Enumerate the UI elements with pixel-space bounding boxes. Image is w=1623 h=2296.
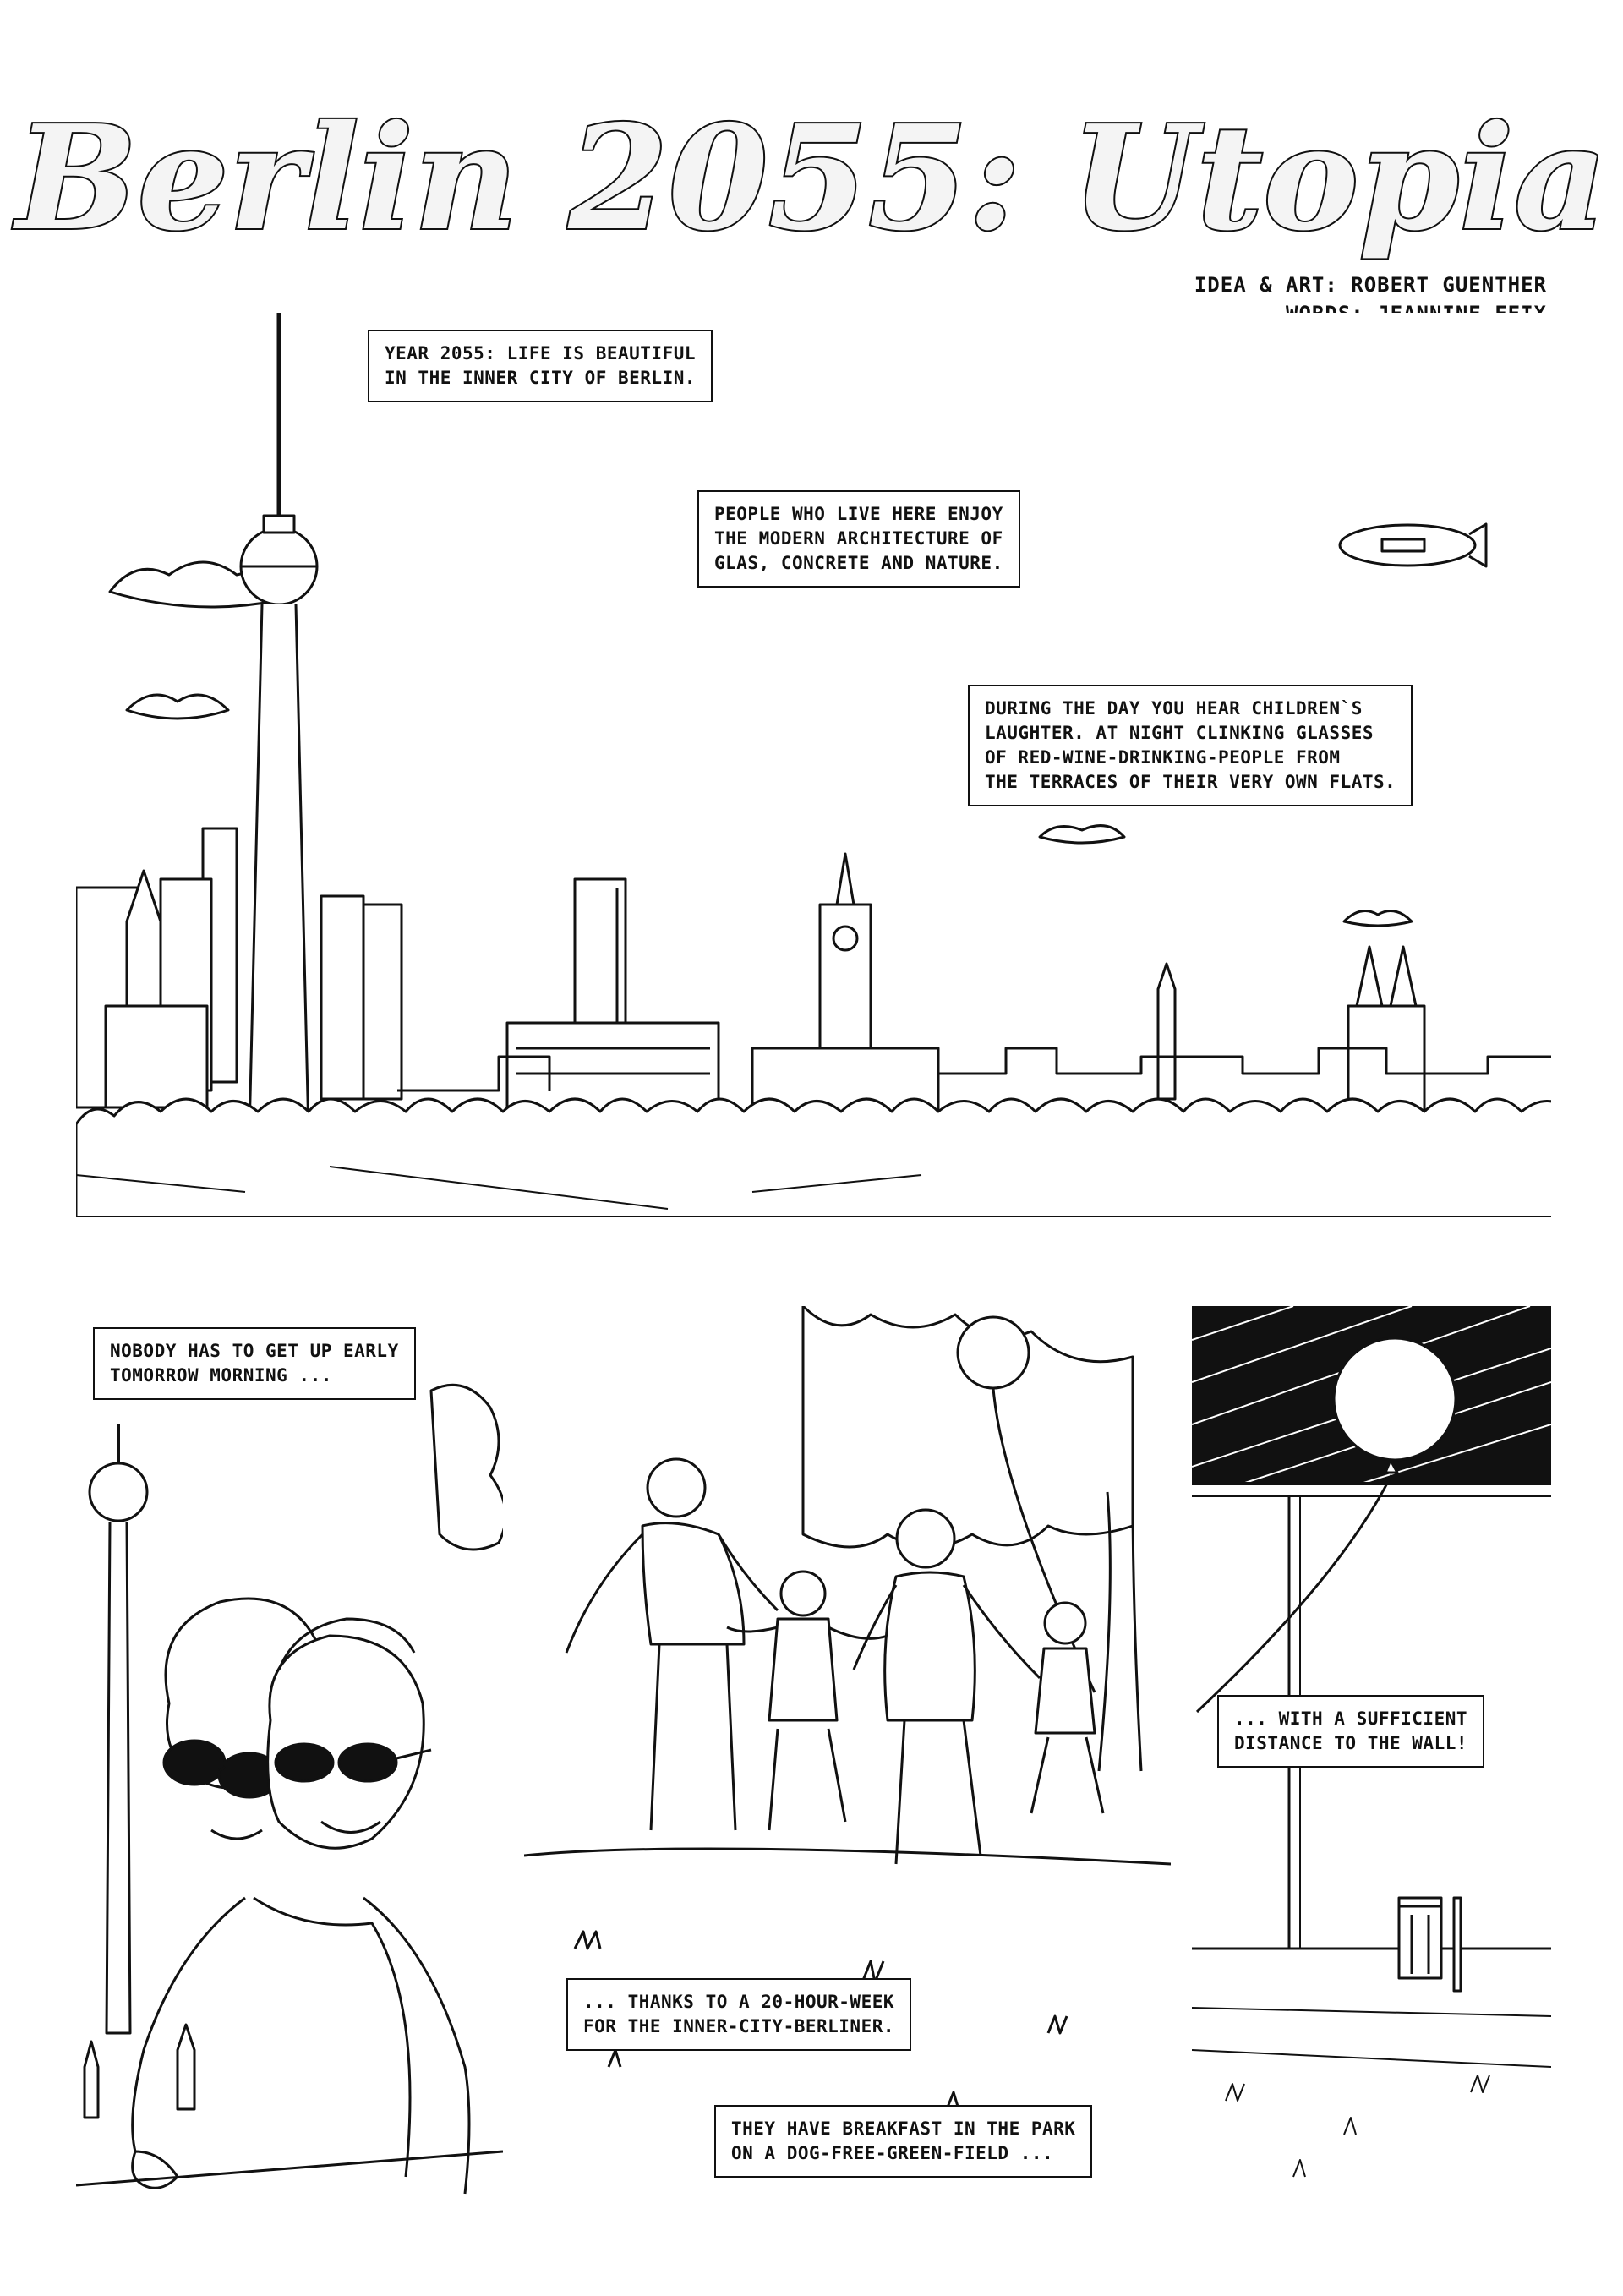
bystander [85, 2042, 98, 2118]
cloud [1040, 826, 1124, 843]
town-hall-icon [752, 854, 938, 1133]
caption-nobody-early: NOBODY HAS TO GET UP EARLY TOMORROW MORNING ... [93, 1327, 416, 1400]
panel-wall [1192, 1306, 1551, 2206]
caption-modern-architecture: PEOPLE WHO LIVE HERE ENJOY THE MODERN ARCHITECTURE OF GLAS, CONCRETE AND NATURE. [697, 490, 1020, 588]
bystander [178, 2025, 194, 2109]
comic-title-text: Berlin 2055: Utopia [15, 94, 1608, 263]
comic-title [0, 68, 1623, 271]
mother-figure [854, 1510, 1040, 1864]
girl-figure [727, 1572, 888, 1830]
tv-tower-icon [90, 1424, 147, 2033]
caption-distance-wall: ... WITH A SUFFICIENT DISTANCE TO THE WALL! [1217, 1695, 1484, 1768]
cloud [1344, 911, 1412, 927]
cloud [127, 695, 228, 719]
caption-children-laughter: DURING THE DAY YOU HEAR CHILDREN`S LAUGHTER. AT NIGHT CLINKING GLASSES OF RED-WINE-DRINKING-PEOPLE FROM THE TERRACES OF THEIR VERY OWN FLATS. [968, 685, 1413, 806]
building [363, 905, 402, 1099]
boy-figure [1031, 1603, 1103, 1813]
caption-twenty-hour-week: ... THANKS TO A 20-HOUR-WEEK FOR THE INNER-CITY-BERLINER. [566, 1978, 911, 2051]
building [321, 896, 363, 1099]
panel-skyline [76, 313, 1551, 1217]
grass [1226, 2075, 1489, 2177]
church [1158, 964, 1175, 1099]
tree-canopy [76, 1099, 1551, 1217]
caption-year-2055: YEAR 2055: LIFE IS BEAUTIFUL IN THE INNER CITY OF BERLIN. [368, 330, 713, 402]
father-figure [566, 1459, 778, 1830]
panel-couple [76, 1306, 503, 2206]
family-drawing [524, 1306, 1171, 2206]
credit-idea-art: IDEA & ART: ROBERT GUENTHER [1194, 273, 1547, 297]
twin-spire-church-icon [1348, 947, 1424, 1116]
panel-family-park [524, 1306, 1171, 2206]
trash-can-icon [1399, 1898, 1461, 1991]
couple-drawing [76, 1306, 503, 2206]
man-figure [268, 1619, 431, 1848]
tree-foliage [431, 1385, 503, 1550]
caption-breakfast-park: THEY HAVE BREAKFAST IN THE PARK ON A DOG-FREE-GREEN-FIELD ... [714, 2105, 1092, 2178]
tv-tower-icon [241, 313, 317, 1133]
blimp-icon [1340, 524, 1486, 566]
